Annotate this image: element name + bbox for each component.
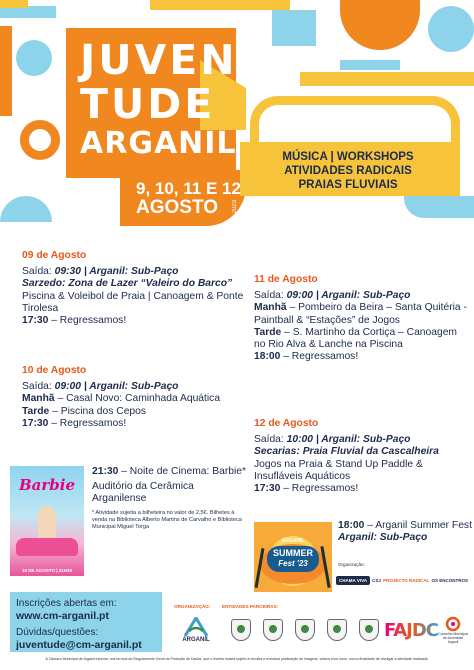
partner-crest: [292, 614, 318, 646]
org-logo-os-encontros: OS ENCONTROS: [431, 577, 468, 583]
day-date: 09 de Agosto: [22, 250, 87, 261]
afternoon-label: Tarde: [22, 405, 50, 417]
deco-yellow-bridge: [250, 96, 460, 146]
org-logo-projecto-radical: PROJECTO RADICAL: [383, 577, 430, 583]
deco-yellow-stripe-right: [300, 72, 474, 86]
deco-top-yellow-bar: [150, 0, 290, 10]
activity-text: Piscina & Voleibol de Praia | Canoagem & Ponte Tirolesa: [22, 290, 244, 314]
deco-orange-left: [0, 26, 12, 116]
summer-fest-poster-image: [254, 522, 332, 592]
org-footer-label: ORGANIZAÇÃO:: [174, 604, 211, 609]
cinema-block: [92, 466, 248, 531]
org-logo-chama-viva: CHAMA VIVA: [336, 576, 370, 585]
return-time: 17:30: [22, 315, 49, 327]
fest-poster-middle: SUMMER: [273, 548, 313, 558]
departure-label: Saída:: [254, 290, 284, 302]
fest-poster-top: ARGANIL: [281, 538, 305, 544]
signup-info-box: [10, 592, 162, 652]
place-label: Secarias:: [254, 446, 300, 458]
contact-email-link[interactable]: juventude@cm-arganil.pt: [16, 639, 142, 651]
departure-value: 09:00 | Arganil: Sub-Paço: [286, 290, 411, 302]
cinema-place: Auditório da Cerâmica Arganilense: [92, 481, 194, 505]
partner-crest: [356, 614, 382, 646]
day-date: 11 de Agosto: [254, 274, 318, 285]
fest-place: Arganil: Sub-Paço: [338, 532, 428, 544]
afternoon-text: – S. Martinho da Cortiça – Canoagem no Rio Alva & Lanche na Piscina: [254, 326, 458, 351]
arganil-logo: [174, 614, 218, 646]
title-tude: TUDE: [80, 80, 216, 128]
deco-blue-stripe-right: [340, 60, 400, 70]
cinema-note: * Atividade sujeita a bilheteira no valor de 2,5€. Bilhetes à venda na Biblioteca Alberto Martins de Carvalho e Biblioteca Municipal Miguel Torga: [92, 509, 242, 530]
morning-label: Manhã: [22, 393, 55, 405]
deco-top-blue-square: [272, 10, 316, 46]
deco-orange-ring: [20, 120, 60, 160]
barbie-poster-image: [10, 466, 84, 576]
return-time: 17:30: [254, 483, 281, 495]
title-arganil: ARGANIL: [80, 126, 237, 161]
crest-icon: [263, 619, 283, 641]
barbie-logo: Barbie: [18, 476, 76, 494]
org-logo-csj: CSJ: [372, 577, 381, 583]
tagline: [240, 150, 456, 192]
morning-text: – Casal Novo: Caminhada Aquática: [57, 393, 221, 405]
event-month: AGOSTO: [136, 197, 218, 218]
organization-logos: [336, 570, 468, 590]
deco-orange-arch-top-right: [340, 0, 420, 50]
crest-icon: [295, 619, 315, 641]
deco-blue-bottom-right: [404, 196, 474, 218]
departure-value: 10:00 | Arganil: Sub-Paço: [286, 434, 411, 446]
fest-time: 18:00: [338, 520, 365, 531]
signup-link[interactable]: www.cm-arganil.pt: [16, 610, 109, 622]
privacy-disclaimer: A Câmara Municipal de Arganil informa, nos termos do Regulamento Geral de Proteção de Dados, que o evento estará sujeito à recolha e eventual publicação de imagens, vídeos e/ou sons, com a finalidade de divulgar a atividade realizada.: [45, 657, 429, 661]
return-time: 18:00: [254, 351, 281, 363]
departure-label: Saída:: [22, 266, 52, 278]
place-name: Zona de Lazer “Valeiro do Barco”: [68, 278, 233, 290]
afternoon-label: Tarde: [254, 326, 282, 338]
deco-blue-circle-right: [428, 6, 474, 52]
partners-label: ENTIDADES PARCEIRAS:: [222, 604, 279, 609]
departure-value: 09:00 | Arganil: Sub-Paço: [54, 381, 179, 393]
event-dates: 9, 10, 11 E 12: [136, 179, 241, 198]
partner-crest: [228, 614, 254, 646]
organization-label: Organização:: [338, 562, 365, 567]
tagline-line: MÚSICA | WORKSHOPS: [282, 151, 414, 163]
tagline-line: ATIVIDADES RADICAIS: [284, 165, 412, 177]
departure-label: Saída:: [254, 434, 284, 446]
fest-title: – Arganil Summer Fest: [367, 520, 472, 531]
youth-council-icon: [445, 616, 461, 632]
partner-crest: [260, 614, 286, 646]
day-11-section: [254, 274, 468, 363]
afternoon-text: – Piscina dos Cepos: [52, 405, 147, 417]
day-date: 12 de Agosto: [254, 418, 319, 429]
signup-label: Inscrições abertas em:: [16, 598, 117, 609]
deco-yellow-corner: [0, 0, 28, 8]
departure-value: 09:30 | Arganil: Sub-Paço: [54, 266, 179, 278]
cinema-title: – Noite de Cinema: Barbie*: [121, 466, 246, 477]
crest-icon: [359, 619, 379, 641]
summer-fest-block: [338, 520, 472, 544]
partner-crest: [324, 614, 350, 646]
day-9-section: [22, 250, 246, 327]
crest-icon: [231, 619, 251, 641]
event-year: 2023: [232, 200, 238, 214]
day-12-section: [254, 418, 468, 495]
return-text: – Regressamos!: [283, 483, 359, 495]
barbie-caption: 10 DE AGOSTO | 21H30: [21, 568, 73, 573]
return-text: – Regressamos!: [51, 315, 127, 327]
place-name: Praia Fluvial da Cascalheira: [302, 446, 439, 458]
return-text: – Regressamos!: [51, 417, 127, 429]
title-juven: JUVEN: [80, 36, 238, 84]
cinema-time: 21:30: [92, 466, 119, 477]
arganil-a-icon: [183, 617, 209, 637]
crest-icon: [327, 619, 347, 641]
fajdc-logo: [384, 614, 439, 646]
morning-label: Manhã: [254, 302, 287, 314]
header-banner: [0, 0, 474, 238]
place-label: Sarzedo:: [22, 278, 66, 290]
barbie-car: [16, 538, 78, 556]
arganil-logo-text: ARGANIL: [182, 637, 210, 643]
questions-label: Dúvidas/questões:: [16, 627, 99, 638]
fest-poster-bottom: Fest '23: [278, 559, 308, 568]
departure-label: Saída:: [22, 381, 52, 393]
tagline-line: PRAIAS FLUVIAIS: [298, 179, 398, 191]
deco-blue-circle-left: [16, 40, 52, 76]
fajdc-logo-text: FAJDC: [384, 619, 439, 641]
day-10-section: [22, 365, 246, 430]
activity-text: Jogos na Praia & Stand Up Paddle & Insufláveis Aquáticos: [254, 458, 423, 482]
youth-council-logo: [438, 614, 468, 646]
return-text: – Regressamos!: [283, 351, 359, 363]
youth-council-text: Conselho Municipal da Juventude Arganil: [438, 632, 468, 644]
barbie-figure: [38, 506, 56, 540]
partners-strip: [174, 604, 468, 652]
morning-text: – Pombeiro da Beira – Santa Quitéria - Paintball & “Estações” de Jogos: [254, 302, 467, 326]
deco-blue-arch-bottom-left: [0, 196, 52, 222]
return-time: 17:30: [22, 417, 49, 429]
day-date: 10 de Agosto: [22, 365, 87, 376]
